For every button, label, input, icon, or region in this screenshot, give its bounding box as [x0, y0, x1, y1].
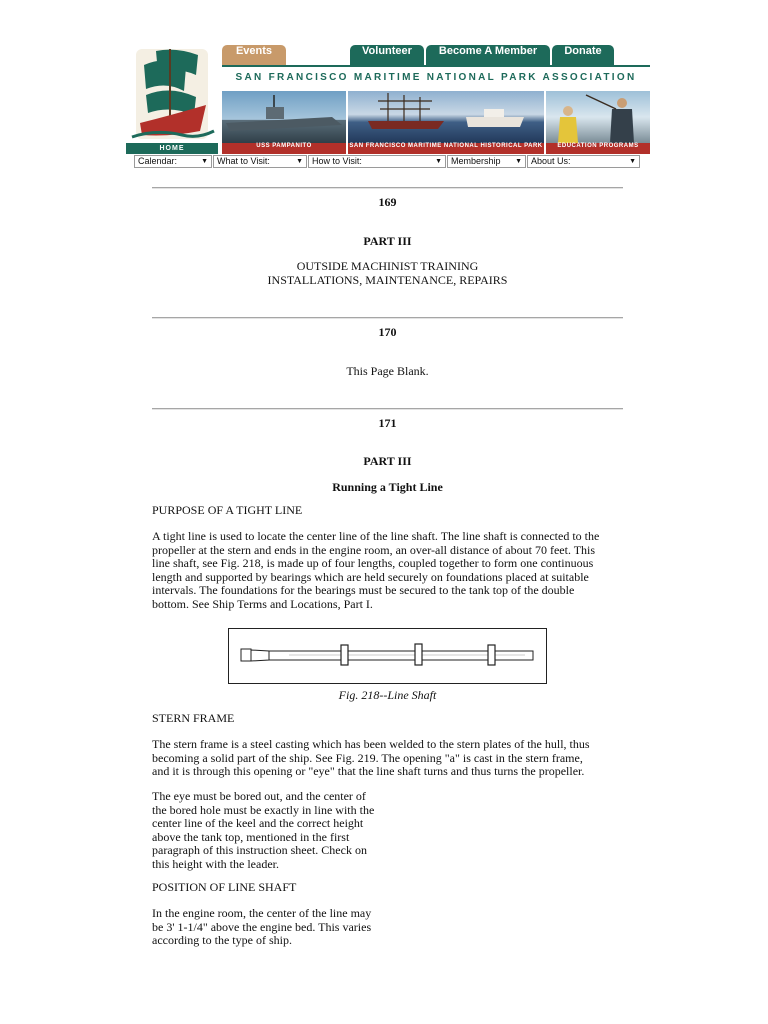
page-number-169: 169 — [378, 195, 397, 209]
page-number-170: 170 — [378, 325, 397, 339]
blank-page-note: This Page Blank. — [346, 364, 429, 378]
text-line: center line of the keel and the correct height — [152, 816, 364, 830]
text-line: line shaft, see Fig. 218, is made up of four lengths, coupled together to form one continuous — [152, 556, 594, 570]
text-line: intervals. The foundations for the bearings must be secured to the tank top of the double — [152, 583, 575, 597]
site-header — [126, 45, 650, 169]
line-shaft-figure — [228, 628, 547, 684]
text-line: length and supported by bearings which are held securely on foundations placed at suitable — [152, 569, 589, 584]
dropdown-arrow-icon: ▼ — [435, 158, 442, 165]
become-member-button[interactable]: Become A Member — [426, 45, 550, 65]
text-line: and it is through this opening or "eye" that the line shaft turns and thus turns the propeller. — [152, 764, 585, 778]
text-line: The stern frame is a steel casting which has been welded to the stern plates of the hull, thus — [152, 737, 590, 751]
page-divider — [152, 317, 623, 319]
text-line: this height with the leader. — [152, 856, 279, 871]
page-number-171: 171 — [378, 416, 397, 430]
stern-frame-paragraph — [152, 738, 623, 779]
pampanito-caption[interactable]: USS PAMPANITO — [222, 143, 346, 154]
text-line: In the engine room, the center of the line may — [152, 906, 372, 920]
header-divider — [222, 65, 650, 67]
text-line: A tight line is used to locate the center line of the line shaft. The line shaft is connected to the — [152, 529, 600, 543]
volunteer-button[interactable]: Volunteer — [350, 45, 424, 65]
dropdown-arrow-icon: ▼ — [515, 158, 522, 165]
part-heading: PART III — [363, 454, 412, 468]
donate-button[interactable]: Donate — [552, 45, 614, 65]
purpose-paragraph — [152, 530, 623, 611]
eye-paragraph — [152, 790, 392, 871]
text-line: paragraph of this instruction sheet. Check on — [152, 843, 367, 857]
events-button[interactable]: Events — [222, 45, 286, 65]
education-programs-caption[interactable]: EDUCATION PROGRAMS — [546, 143, 650, 154]
membership-select[interactable] — [447, 155, 526, 168]
education-programs-photo[interactable] — [546, 91, 650, 143]
position-paragraph — [152, 907, 392, 948]
membership-select-label: Membership — [451, 156, 501, 166]
section-heading-line1: OUTSIDE MACHINIST TRAINING — [296, 259, 479, 273]
figure-caption: Fig. 218--Line Shaft — [338, 688, 437, 702]
calendar-select[interactable] — [134, 155, 212, 168]
part-heading: PART III — [363, 234, 412, 248]
home-link[interactable]: HOME — [126, 143, 218, 154]
how-to-visit-select-label: How to Visit: — [312, 156, 362, 166]
line-shaft-drawing — [229, 629, 545, 682]
purpose-heading: PURPOSE OF A TIGHT LINE — [152, 503, 303, 517]
about-us-select-label: About Us: — [531, 156, 571, 166]
dropdown-arrow-icon: ▼ — [629, 158, 636, 165]
calendar-select-label: Calendar: — [138, 156, 178, 166]
text-line: be 3' 1-1/4" above the engine bed. This varies — [152, 919, 372, 934]
ship-icon — [126, 45, 218, 143]
association-title: SAN FRANCISCO MARITIME NATIONAL PARK ASSOCIATION — [235, 72, 637, 83]
position-heading: POSITION OF LINE SHAFT — [152, 880, 297, 894]
text-line: propeller at the stern and ends in the engine room, an over-all distance of about 70 feet. This — [152, 542, 596, 557]
historical-park-photo[interactable] — [348, 91, 544, 143]
text-line: above the tank top, mentioned in the first — [152, 829, 350, 844]
text-line: bottom. See Ship Terms and Locations, Part I. — [152, 596, 373, 611]
ship-logo[interactable] — [126, 45, 218, 155]
section-heading-line2: INSTALLATIONS, MAINTENANCE, REPAIRS — [267, 273, 508, 287]
about-us-select[interactable] — [527, 155, 640, 168]
text-line: The eye must be bored out, and the center of — [152, 789, 366, 803]
what-to-visit-select-label: What to Visit: — [217, 156, 270, 166]
article-title: Running a Tight Line — [332, 480, 443, 494]
dropdown-arrow-icon: ▼ — [201, 158, 208, 165]
page-divider — [152, 187, 623, 189]
text-line: the bored hole must be exactly in line with the — [152, 802, 375, 817]
nav-menu-bar — [134, 155, 640, 168]
text-line: becoming a solid part of the ship. See Fig. 219. The opening "a" is cast in the stern frame, — [152, 750, 583, 765]
how-to-visit-select[interactable] — [308, 155, 446, 168]
historical-park-caption[interactable]: SAN FRANCISCO MARITIME NATIONAL HISTORICAL PARK — [348, 143, 544, 154]
page-divider — [152, 408, 623, 410]
pampanito-photo[interactable] — [222, 91, 346, 143]
dropdown-arrow-icon: ▼ — [296, 158, 303, 165]
text-line: according to the type of ship. — [152, 933, 292, 947]
what-to-visit-select[interactable] — [213, 155, 307, 168]
stern-frame-heading: STERN FRAME — [152, 711, 235, 725]
